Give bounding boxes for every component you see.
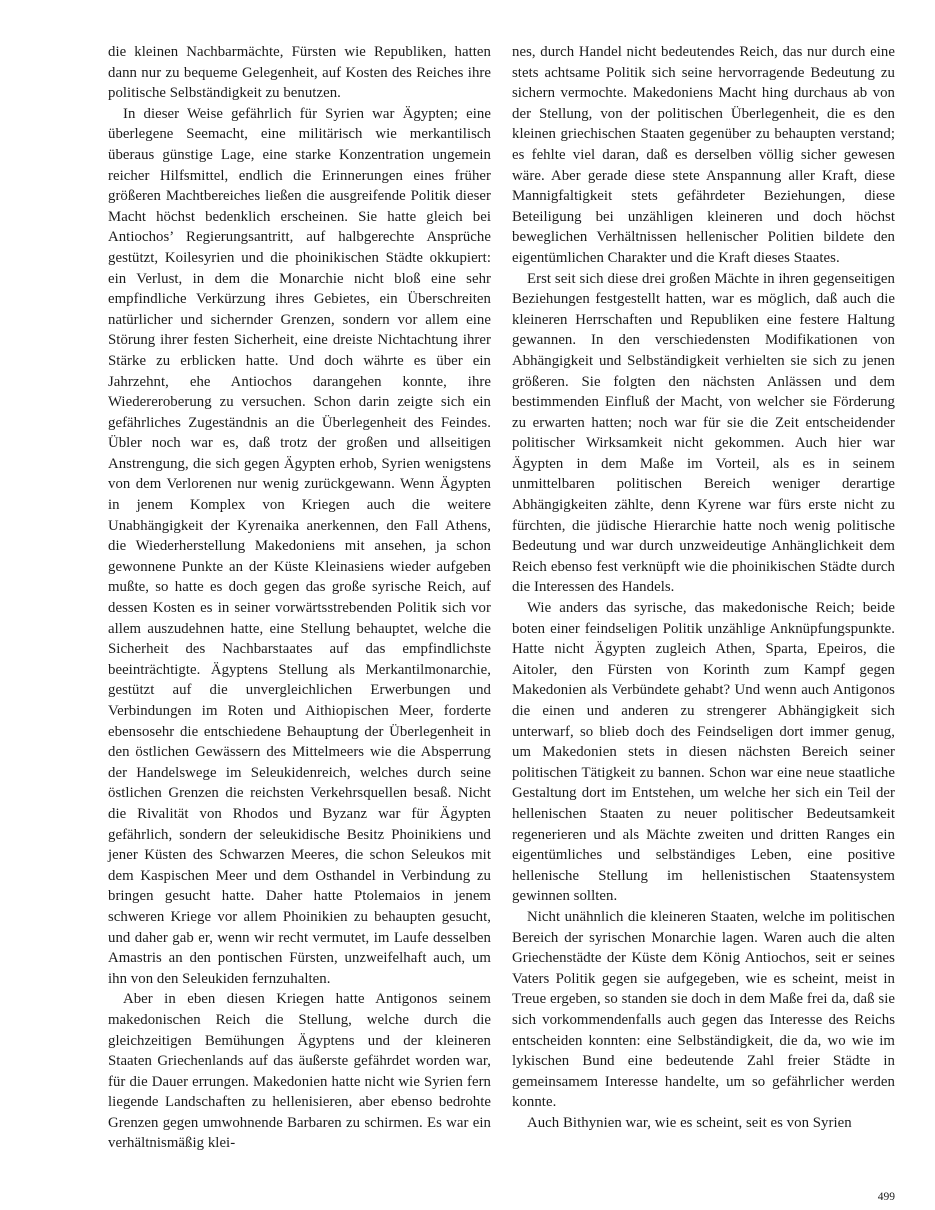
- page-number: 499: [877, 1191, 895, 1203]
- paragraph: Erst seit sich diese drei großen Mächte in ihren gegenseitigen Beziehungen festgestellt hatten, war es möglich, daß auch die kleineren Herrschaften und Republiken eine festere Haltung gewannen. In den verschiedensten Modifikationen von Abhängigkeit und Selbständigkeit verhielten sie sich zu jenen größeren. Sie folgten den nächsten Anlässen und dem bestimmenden Einfluß der Macht, von welcher sie Förderung zu erwarten hatten; noch war für sie die Zeit entscheidender politischer Wirksamkeit nicht gekommen. Auch hier war Ägypten in dem Maße im Vorteil, als es in seinem unmittelbaren politischen Bereich weniger derartige Abhängigkeiten zählte, denn Kyrene war fürs erste nicht zu fürchten, die jüdische Hierarchie hatte noch wenig politische Bedeutung und war durch unzweideutige Anhänglichkeit dem Reich ebenso fest verknüpft wie die phoinikischen Städte durch die Interessen des Handels.: [512, 270, 895, 596]
- paragraph: Wie anders das syrische, das makedonische Reich; beide boten einer feindseligen Politik unzählige Anknüpfungspunkte. Hatte nicht Ägypten zugleich Athen, Sparta, Epeiros, die Aitoler, den Fürsten von Korinth zum Kampf gegen Makedonien als Verbündete gehabt? Und wenn auch Antigonos die einen und anderen zu strengerer Abhängigkeit sich unterwarf, so blieb doch des Feindseligen dort immer genug, um Makedonien stets in diesen nächsten Bereich seiner politischen Tätigkeit zu bannen. Schon war eine neue staatliche Gestaltung dort im Entstehen, um welche her sich ein Teil der hellenischen Staaten zu neuer politischer Bedeutsamkeit regenerieren und als Mächte zweiten und dritten Ranges ein eigentümliches und selbständiges Leben, eine positive hellenische Stellung im hellenistischen Staatensystem gewinnen sollten.: [512, 600, 895, 905]
- text-columns: [108, 42, 895, 1154]
- text-column-right: [512, 42, 895, 1154]
- text-column-left: [108, 42, 491, 1154]
- paragraph: Nicht unähnlich die kleineren Staaten, welche im politischen Bereich der syrischen Monarchie lagen. Waren auch die alten Griechenstädte der Küste dem König Antiochos, seit er seines Vaters Politik gegen sie aufgegeben, wie es scheint, meist in Treue ergeben, so standen sie doch in dem Maße frei da, daß sie sich vorkommendenfalls auch gegen das Interesse des Reichs entscheiden konnten: eine Selbständigkeit, die da, wo wie im lykischen Bund eine bedeutende Zahl freier Städte in gemeinsamem Interesse handelte, um so gefährlicher werden konnte.: [512, 908, 895, 1111]
- paragraph: die kleinen Nachbarmächte, Fürsten wie Republiken, hatten dann nur zu bequeme Gelegenheit, auf Kosten des Reiches ihre politische Selbständigkeit zu benutzen.: [108, 44, 491, 102]
- paragraph: In dieser Weise gefährlich für Syrien war Ägypten; eine überlegene Seemacht, eine militärisch wie merkantilisch überaus günstige Lage, eine starke Konzentration ungemein reicher Hilfsmittel, endlich die Erinnerungen eines früher größeren Machtbereiches ließen die ausgreifende Politik dieser Macht höchst bedenklich erscheinen. Sie hatte gleich bei Antiochos’ Regierungsantritt, auf halbgerechte Ansprüche gestützt, Koilesyrien und die phoinikischen Städte okkupiert: ein Verlust, in dem die Monarchie nicht bloß eine sehr empfindliche Verkürzung ihres Gebietes, ein Überschreiten natürlicher und sichernder Grenzen, sondern vor allem eine Störung ihrer festen Sicherheit, eine dreiste Nichtachtung ihrer Stärke zu erblicken hatte. Und doch währte es über ein Jahrzehnt, ehe Antiochos darangehen konnte, ihre Wiedereroberung zu versuchen. Schon darin zeigte sich ein gefährliches Zugeständnis an die Überlegenheit des Feindes. Übler noch war es, daß trotz der großen und allseitigen Anstrengung, die sich gegen Ägypten erhob, Syrien wenigstens von dem Verlorenen nur wenig zurückgewann. Wenn Ägypten in jenem Komplex von Kriegen auch die weitere Unabhängigkeit der Kyrenaika anerkennen, den Fall Athens, die Wiederherstellung Makedoniens mit ansehen, ja schon gewonnene Punkte an der Küste Kleinasiens wieder aufgeben mußte, so hatte es doch gegen das große syrische Reich, auf dessen Kosten es in seiner vorwärtsstrebenden Politik sich vor allem auszudehnen hatte, eine Stellung behauptet, welche die Sicherheit des Nachbarstaates auf das empfindlichste beeinträchtigte. Ägyptens Stellung als Merkantilmonarchie, gestützt auf die unvergleichlichen Erwerbungen und Verbindungen im Roten und Aithiopischen Meer, forderte ebensosehr die entschiedene Behauptung der Überlegenheit in den östlichen Gewässern des Mittelmeers wie die Absperrung der Handelswege im Seleukidenreich, welches durch seine östlichen Grenzen die reichsten Verkehrsquellen besaß. Nicht die Rivalität von Rhodos und Byzanz war für Ägypten gefährlich, sondern der seleukidische Besitz Phoinikiens und jener Küsten des Schwarzen Meeres, die schon Seleukos mit dem Kaspischen Meer und dem Osthandel in Verbindung zu bringen gesucht hatte. Daher hatte Ptolemaios in jenem schweren Kriege vor allem Phoinikien zu behaupten gesucht, und daher gab er, wenn wir recht vermutet, im Laufe desselben Amastris an den pontischen Fürsten, unzweifelhaft auch, um ihn von den Seleukiden fernzuhalten.: [108, 105, 491, 987]
- paragraph: Aber in eben diesen Kriegen hatte Antigonos seinem makedonischen Reich die Stellung, welche durch die gleichzeitigen Bemühungen Ägyptens und der kleineren Staaten Griechenlands auf das äußerste gefährdet worden war, für die Dauer errungen. Makedonien hatte nicht wie Syrien fern liegende Landschaften zu hellenisieren, aber ebenso bedrohte Grenzen gegen umwohnende Barbaren zu schirmen. Es war ein verhältnismäßig klei-: [108, 991, 491, 1152]
- paragraph: nes, durch Handel nicht bedeutendes Reich, das nur durch eine stets achtsame Politik sich seine hervorragende Bedeutung zu sichern vermochte. Makedoniens Macht hing durchaus ab von der Stellung, von der politischen Überlegenheit, die es den kleinen griechischen Staaten gegenüber zu behaupten verstand; es fehlte viel daran, daß es derselben völlig sicher gewesen wäre. Aber gerade diese stete Anspannung aller Kraft, diese Mannigfaltigkeit stets gefährdeter Beziehungen, diese Beteiligung bei unzähligen kleineren und doch höchst beweglichen Verhältnissen hellenischer Politien bildete den eigentümlichen Charakter und die Kraft dieses Staates.: [512, 44, 895, 266]
- paragraph: Auch Bithynien war, wie es scheint, seit es von Syrien: [527, 1114, 852, 1131]
